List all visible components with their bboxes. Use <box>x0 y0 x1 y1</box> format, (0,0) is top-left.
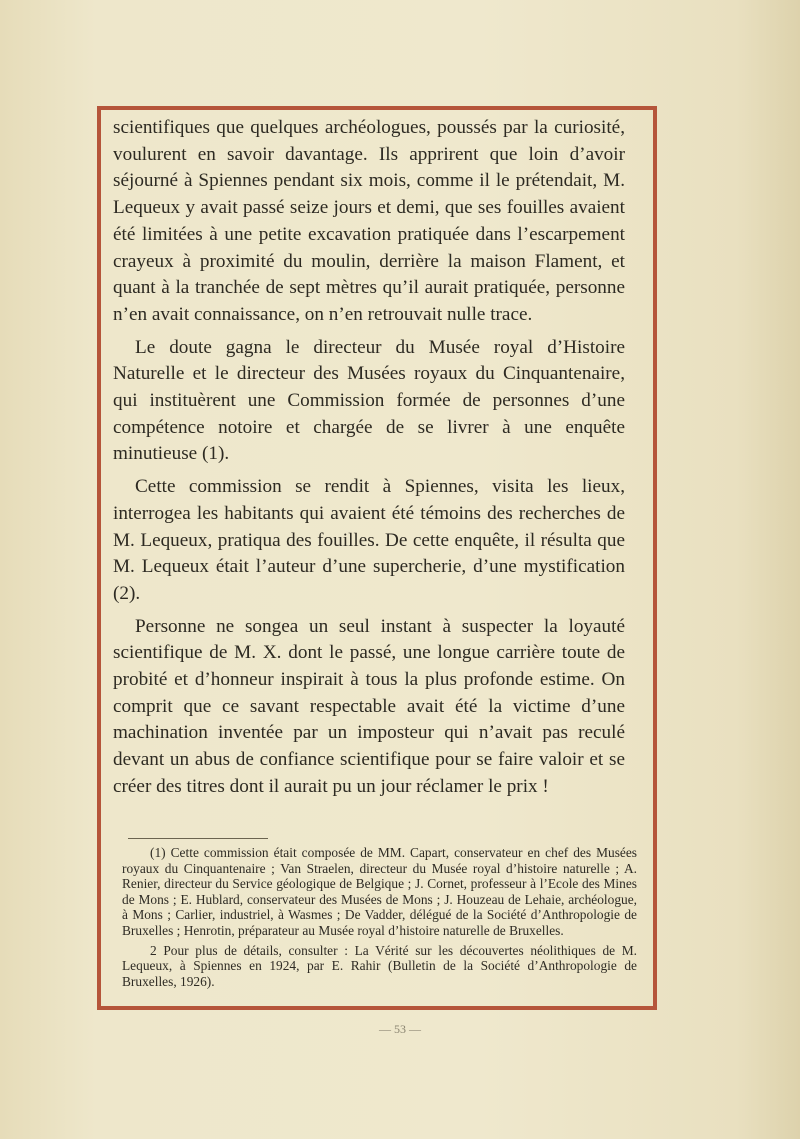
paragraph-3: Cette commission se rendit à Spiennes, visita les lieux, interrogea les habitants qui avaient été témoins des recherches de M. Lequeux, pratiqua des fouilles. De cette enquête, il résulta que M. Lequeux était l’auteur d’une supercherie, d’une mystification (2). <box>113 476 625 604</box>
footnote-1: (1) Cette commission était composée de MM. Capart, conservateur en chef des Musées royaux du Cinquantenaire ; Van Straelen, directeur du Musée royal d’histoire naturelle ; A. Renier, directeur du Service géologique de Belgique ; J. Cornet, professeur à l’Ecole des Mines de Mons ; E. Hublard, conservateur des Musées de Mons ; J. Houzeau de Lehaie, archéologue, à Mons ; Carlier, industriel, à Wasmes ; De Vadder, délégué de la Société d’Anthropologie de Bruxelles ; Henrotin, préparateur au Musée royal d’histoire naturelle de Bruxelles. <box>122 845 637 938</box>
paragraph-1: scientifiques que quelques archéologues, poussés par la curiosité, voulurent en savoir davantage. Ils apprirent que loin d’avoir séjourné à Spiennes pendant six mois, comme il le prétendait, M. Lequeux y avait passé seize jours et demi, que ses fouilles avaient été limitées à une petite excavation pratiquée dans l’escarpement crayeux à proximité du moulin, derrière la maison Flament, et quant à la tranchée de sept mètres qu’il aurait pratiquée, personne n’en avait connaissance, on n’en retrouvait nulle trace. <box>113 117 625 325</box>
footnote-separator <box>128 838 268 839</box>
paragraph-4: Personne ne songea un seul instant à suspecter la loyauté scientifique de M. X. dont le passé, une longue carrière toute de probité et d’honneur inspirait à tous la plus profonde estime. On comprit que ce savant respectable avait été la victime d’une machination inventée par un imposteur qui n’avait pas reculé devant un abus de confiance scientifique pour se faire valoir et se créer des titres dont il aurait pu un jour réclamer le prix ! <box>113 615 625 797</box>
page-number: — 53 — <box>379 1022 421 1036</box>
main-text <box>113 115 625 801</box>
footnotes <box>122 845 637 989</box>
footnote-2: 2 Pour plus de détails, consulter : La Vérité sur les découvertes néolithiques de M. Lequeux, à Spiennes en 1924, par E. Rahir (Bulletin de la Société d’Anthropologie de Bruxelles, 1926). <box>122 942 637 989</box>
paragraph-2: Le doute gagna le directeur du Musée royal d’Histoire Naturelle et le directeur des Musées royaux du Cinquantenaire, qui instituèrent une Commission formée de personnes d’une compétence notoire et chargée de se livrer à une enquête minutieuse (1). <box>113 336 625 465</box>
